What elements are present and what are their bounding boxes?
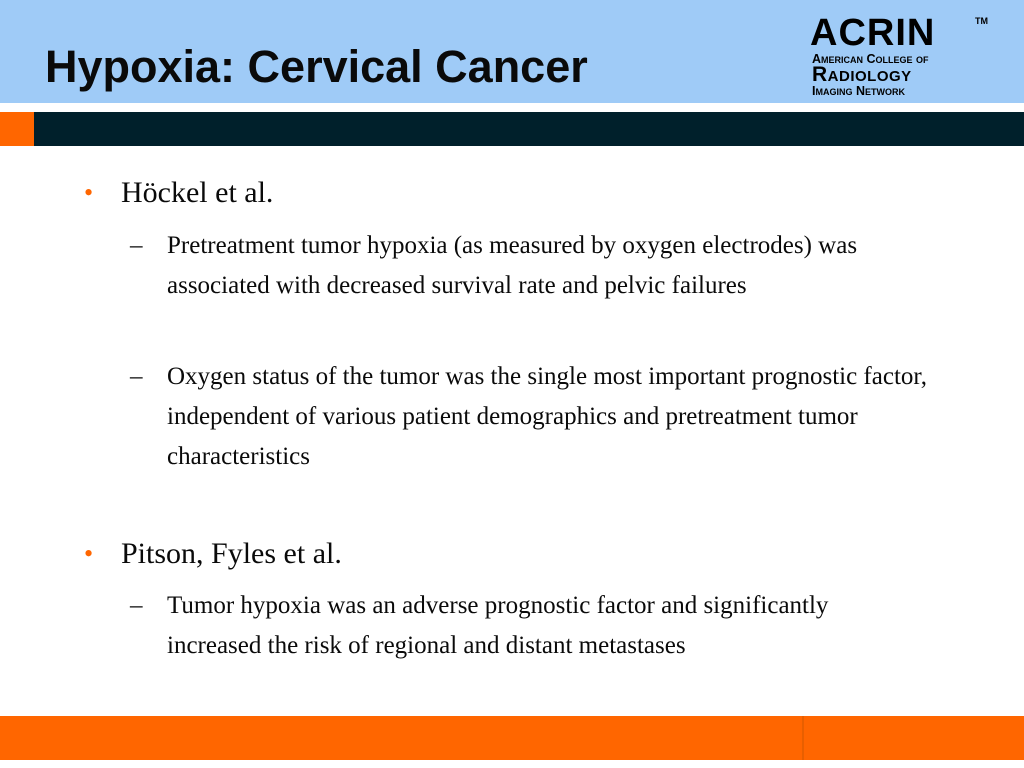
divider-band (34, 112, 1024, 146)
accent-block (0, 112, 34, 146)
dash-marker: – (130, 232, 143, 259)
bullet-text: Pitson, Fyles et al. (121, 537, 342, 570)
logo-wordmark: ACRIN (810, 12, 936, 54)
sub-bullet-text: Tumor hypoxia was an adverse prognostic factor and significantly increased the risk of regional and distant metastases (167, 592, 829, 659)
sub-bullet-text: Oxygen status of the tumor was the single most important prognostic factor, independent of various patient demographics and pretreatment tumor characteristics (167, 363, 927, 470)
logo-line-2: Radiology (812, 63, 912, 86)
footer-band (0, 716, 1024, 760)
title-bar (0, 0, 1024, 103)
logo-line-1: American College of (812, 52, 929, 66)
slide-title: Hypoxia: Cervical Cancer (45, 41, 588, 92)
acrin-logo (810, 14, 990, 100)
dash-marker: – (130, 592, 143, 619)
bullet-marker: • (84, 178, 94, 207)
footer-divider (802, 716, 804, 760)
bullet-text: Höckel et al. (121, 176, 274, 209)
sub-bullet-text: Pretreatment tumor hypoxia (as measured by oxygen electrodes) was associated with decreased survival rate and pelvic failures (167, 232, 858, 299)
dash-marker: – (130, 363, 143, 390)
logo-trademark: TM (975, 16, 988, 26)
bullet-marker: • (84, 539, 94, 568)
logo-line-3: Imaging Network (812, 84, 905, 98)
